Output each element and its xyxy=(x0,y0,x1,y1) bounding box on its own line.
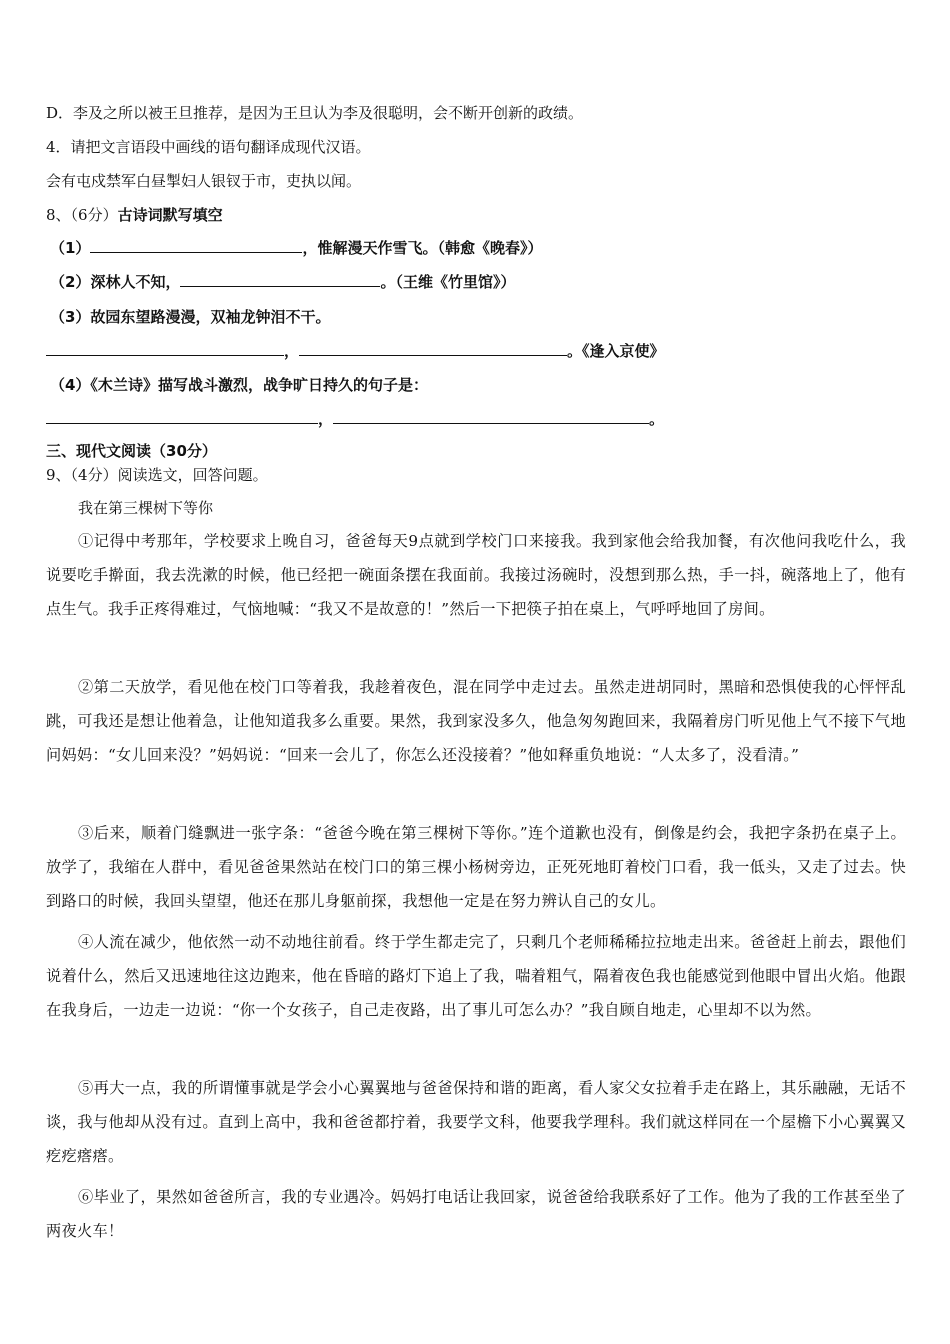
answer-blank-2[interactable] xyxy=(180,272,380,287)
q8-line-2 xyxy=(50,272,515,292)
q8-line-1-text: ，惟解漫天作雪飞。（韩愈《晚春》） xyxy=(302,239,543,257)
article-paragraph-5: ⑤再大一点，我的所谓懂事就是学会小心翼翼地与爸爸保持和谐的距离，看人家父女拉着手走在路上，其乐融融，无话不谈，我与他却从没有过。直到上高中，我和爸爸都拧着，我要学文科，他要我学理科。我们就这样同在一个屋檐下小心翼翼又疙疙瘩瘩。 xyxy=(46,1079,906,1165)
q8-line-3-answer xyxy=(46,341,665,361)
article-paragraph-6: ⑥毕业了，果然如爸爸所言，我的专业遇冷。妈妈打电话让我回家，说爸爸给我联系好了工作。他为了我的工作甚至坐了两夜火车！ xyxy=(46,1188,906,1240)
q8-line-2-number: （2） xyxy=(50,273,91,291)
article-title: 我在第三棵树下等你 xyxy=(78,499,214,517)
answer-blank-3a[interactable] xyxy=(46,341,284,356)
question-8-title: 古诗词默写填空 xyxy=(117,206,223,224)
article-paragraph-1: ①记得中考那年，学校要求上晚自习，爸爸每天9点就到学校门口来接我。我到家他会给我加餐，有次他问我吃什么，我说要吃手擀面，我去洗漱的时候，他已经把一碗面条摆在我面前。我接过汤碗时，没想到那么热，手一抖，碗落地上了，他有点生气。我手正疼得难过，气恼地喊：“我又不是故意的！”然后一下把筷子拍在桌上，气呼呼地回了房间。 xyxy=(46,532,906,618)
answer-blank-3b[interactable] xyxy=(299,341,567,356)
q8-line-3-separator: ， xyxy=(284,342,300,360)
question-8-number: 8、（6分） xyxy=(46,206,118,224)
answer-blank-4b[interactable] xyxy=(333,409,649,424)
question-9-prompt: 9、（4分）阅读选文，回答问题。 xyxy=(46,466,268,484)
q8-line-2-text: 深林人不知， xyxy=(90,273,181,291)
question-4-prompt: 4．请把文言语段中画线的语句翻译成现代汉语。 xyxy=(46,138,371,156)
question-4-sentence: 会有屯戍禁军白昼掣妇人银钗于市，吏执以闻。 xyxy=(46,172,362,190)
q8-line-4-separator: ， xyxy=(318,410,334,428)
answer-blank-1[interactable] xyxy=(90,238,302,253)
article-paragraph-4: ④人流在减少，他依然一动不动地往前看。终于学生都走完了，只剩几个老师稀稀拉拉地走出来。爸爸赶上前去，跟他们说着什么，然后又迅速地往这边跑来，他在昏暗的路灯下追上了我，喘着粗气，隔着夜色我也能感觉到他眼中冒出火焰。他跟在我身后，一边走一边说：“你一个女孩子，自己走夜路，出了事儿可怎么办？”我自顾自地走，心里却不以为然。 xyxy=(46,933,906,1019)
article-paragraph-3: ③后来，顺着门缝飘进一张字条：“爸爸今晚在第三棵树下等你。”连个道歉也没有，倒像是约会，我把字条扔在桌子上。放学了，我缩在人群中，看见爸爸果然站在校门口的第三棵小杨树旁边，正死死地盯着校门口看，我一低头，又走了过去。快到路口的时候，我回头望望，他还在那儿身躯前探，我想他一定是在努力辨认自己的女儿。 xyxy=(46,824,906,910)
q8-line-3: （3）故园东望路漫漫，双袖龙钟泪不干。 xyxy=(50,308,331,326)
q8-line-4-tail: 。 xyxy=(649,410,665,428)
option-d: D．李及之所以被王旦推荐，是因为王旦认为李及很聪明，会不断开创新的政绩。 xyxy=(46,104,584,122)
q8-line-1-number: （1） xyxy=(50,239,91,257)
section-3-title: 三、现代文阅读（30分） xyxy=(46,442,217,460)
article-paragraph-2: ②第二天放学，看见他在校门口等着我，我趁着夜色，混在同学中走过去。虽然走进胡同时，黑暗和恐惧使我的心怦怦乱跳，可我还是想让他着急，让他知道我多么重要。果然，我到家没多久，他急匆匆跑回来，我隔着房门听见他上气不接下气地问妈妈：“女儿回来没？”妈妈说：“回来一会儿了，你怎么还没接着？”他如释重负地说：“人太多了，没看清。” xyxy=(46,678,906,764)
q8-line-4: （4）《木兰诗》描写战斗激烈，战争旷日持久的句子是： xyxy=(50,376,428,394)
q8-line-3-tail: 。《逢入京使》 xyxy=(567,342,665,360)
question-8-header xyxy=(46,205,223,225)
answer-blank-4a[interactable] xyxy=(46,409,318,424)
q8-line-1 xyxy=(50,238,542,258)
q8-line-2-tail: 。（王维《竹里馆》） xyxy=(380,273,516,291)
q8-line-4-answer xyxy=(46,409,664,429)
